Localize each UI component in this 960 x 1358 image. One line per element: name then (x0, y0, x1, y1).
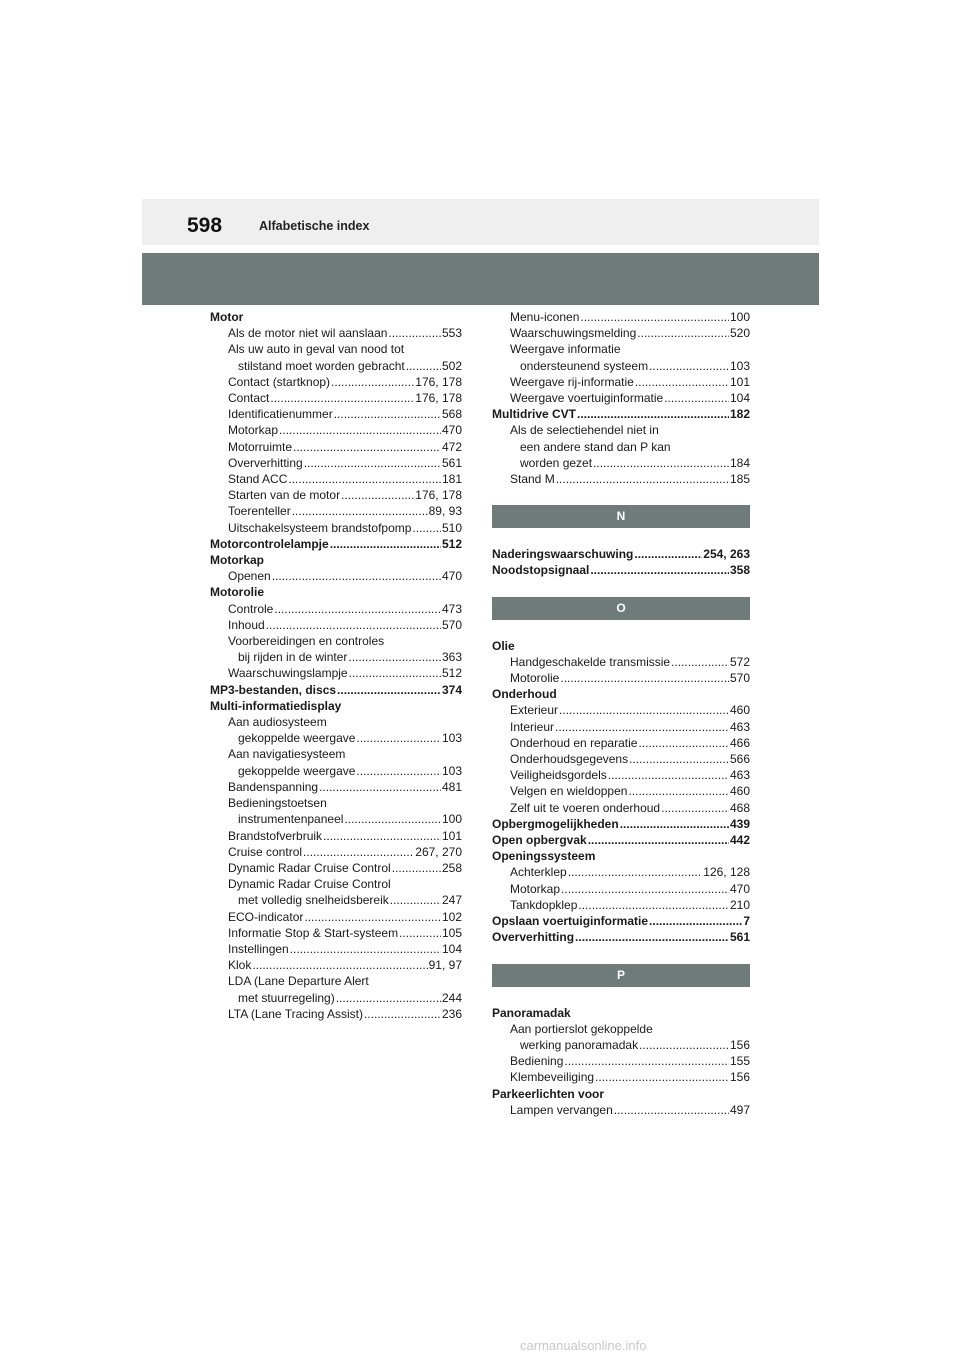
leader-dots (349, 665, 441, 681)
page-reference: 470 (441, 569, 462, 584)
index-term: een andere stand dan P kan (520, 439, 671, 454)
page-reference: 89, 93 (428, 504, 462, 519)
leader-dots (304, 455, 441, 471)
page-reference: 182 (729, 407, 750, 422)
index-subentry (492, 374, 750, 390)
index-subentry (492, 422, 750, 471)
index-term: Dynamic Radar Cruise Control (228, 877, 391, 892)
index-term: Onderhoudsgegevens (510, 752, 629, 767)
index-subentry (210, 471, 462, 487)
leader-dots (341, 487, 414, 503)
index-term: Dynamic Radar Cruise Control (228, 860, 391, 875)
index-term: bij rijden in de winter (238, 650, 348, 665)
index-subentry (210, 422, 462, 438)
index-subentry (492, 702, 750, 718)
leader-dots (388, 325, 441, 341)
leader-dots (575, 929, 729, 945)
page-reference: 185 (729, 472, 750, 487)
index-term: Oververhitting (228, 455, 303, 470)
leader-dots (331, 374, 414, 390)
header-band (142, 199, 819, 245)
page-reference: 267, 270 (415, 844, 462, 859)
index-term: gekoppelde weergave (238, 731, 356, 746)
page-reference: 512 (441, 666, 462, 681)
index-heading (210, 552, 462, 568)
leader-dots (399, 925, 441, 941)
index-heading (492, 832, 750, 848)
leader-dots (364, 1006, 441, 1022)
index-subentry (210, 746, 462, 778)
leader-dots (319, 779, 441, 795)
index-term: Onderhoud (492, 687, 557, 702)
leader-dots (272, 568, 441, 584)
page-reference: 126, 128 (703, 865, 750, 880)
index-subentry (210, 828, 462, 844)
page-reference: 104 (441, 941, 462, 956)
page-reference: 258 (441, 860, 462, 875)
page-reference: 512 (441, 536, 462, 551)
page-reference: 101 (441, 828, 462, 843)
leader-dots (290, 941, 441, 957)
page-reference: 155 (729, 1054, 750, 1069)
index-heading (210, 682, 462, 698)
index-heading (210, 584, 462, 600)
index-term: Exterieur (510, 703, 559, 718)
page-reference: 572 (729, 654, 750, 669)
index-term: Motorcontrolelampje (210, 536, 329, 551)
page-reference: 460 (729, 703, 750, 718)
page-reference: 460 (729, 784, 750, 799)
index-subentry (210, 665, 462, 681)
index-term: Bediening (510, 1054, 564, 1069)
page-reference: 470 (729, 881, 750, 896)
leader-dots (635, 374, 729, 390)
page-reference: 236 (441, 1006, 462, 1021)
leader-dots (390, 892, 441, 908)
page-reference: 463 (729, 768, 750, 783)
index-subentry (210, 455, 462, 471)
index-subentry (492, 1069, 750, 1085)
leader-dots (560, 670, 729, 686)
index-subentry (210, 779, 462, 795)
leader-dots (270, 390, 414, 406)
index-term: ondersteunend systeem (520, 358, 649, 373)
page-reference: 439 (729, 816, 750, 831)
index-subentry (492, 1053, 750, 1069)
page-reference: 520 (729, 326, 750, 341)
leader-dots (590, 562, 729, 578)
page-reference: 473 (441, 601, 462, 616)
page-reference: 102 (441, 909, 462, 924)
index-subentry (492, 864, 750, 880)
leader-dots (392, 860, 441, 876)
page-reference: 553 (441, 326, 462, 341)
index-term: ECO-indicator (228, 909, 304, 924)
letter-section-p: P (492, 964, 750, 987)
leader-dots (555, 719, 729, 735)
leader-dots (252, 957, 427, 973)
leader-dots (620, 816, 729, 832)
leader-dots (293, 439, 441, 455)
page-reference: 103 (441, 763, 462, 778)
index-subentry (210, 925, 462, 941)
page-reference: 463 (729, 719, 750, 734)
leader-dots (634, 546, 702, 562)
page-number: 598 (187, 214, 223, 237)
page-reference: 103 (729, 358, 750, 373)
page-reference: 472 (441, 439, 462, 454)
page-reference: 156 (729, 1037, 750, 1052)
section-title-bar (142, 253, 819, 305)
index-term: Handgeschakelde transmissie (510, 654, 671, 669)
index-subentry (492, 341, 750, 373)
index-term: Klembeveiliging (510, 1070, 595, 1085)
leader-dots (556, 471, 729, 487)
page-reference: 156 (729, 1070, 750, 1085)
index-subentry (492, 309, 750, 325)
index-subentry (210, 325, 462, 341)
index-heading (210, 698, 462, 714)
index-subentry (492, 800, 750, 816)
leader-dots (568, 864, 703, 880)
index-term: Openingssysteem (492, 849, 596, 864)
index-term: Voorbereidingen en controles (228, 634, 385, 649)
page-reference: 176, 178 (415, 374, 462, 389)
index-term: Opslaan voertuiginformatie (492, 914, 649, 929)
index-subentry (492, 654, 750, 670)
index-subentry (210, 633, 462, 665)
index-subentry (492, 783, 750, 799)
index-term: gekoppelde weergave (238, 763, 356, 778)
index-subentry (210, 503, 462, 519)
index-subentry (492, 881, 750, 897)
index-term: Weergave voertuiginformatie (510, 391, 664, 406)
index-term: Panoramadak (492, 1005, 571, 1020)
index-subentry (210, 909, 462, 925)
page-title: Alfabetische index (259, 219, 370, 233)
index-term: Starten van de motor (228, 488, 341, 503)
index-heading (492, 546, 750, 562)
index-subentry (210, 941, 462, 957)
index-subentry (210, 844, 462, 860)
index-term: Motorolie (510, 671, 560, 686)
leader-dots (348, 649, 441, 665)
index-term: Informatie Stop & Start-systeem (228, 925, 399, 940)
index-term: Onderhoud en reparatie (510, 735, 638, 750)
leader-dots (661, 800, 729, 816)
page-reference: 363 (441, 650, 462, 665)
page-reference: 7 (743, 914, 750, 929)
leader-dots (671, 654, 729, 670)
index-subentry (492, 751, 750, 767)
page-reference: 502 (441, 358, 462, 373)
letter-section-o: O (492, 597, 750, 620)
index-term: Controle (228, 601, 274, 616)
index-term: Parkeerlichten voor (492, 1086, 605, 1101)
index-heading (492, 686, 750, 702)
index-heading (492, 638, 750, 654)
index-term: Uitschakelsysteem brandstofpomp (228, 520, 412, 535)
leader-dots (336, 990, 441, 1006)
index-subentry (210, 390, 462, 406)
index-subentry (210, 860, 462, 876)
index-term: Lampen vervangen (510, 1102, 613, 1117)
leader-dots (559, 702, 729, 718)
leader-dots (274, 601, 441, 617)
leader-dots (279, 422, 441, 438)
index-term: Stand M (510, 472, 555, 487)
page-reference: 100 (441, 812, 462, 827)
index-term: Klok (228, 958, 252, 973)
index-term: werking panoramadak (520, 1037, 639, 1052)
index-subentry (210, 568, 462, 584)
index-term: Weergave informatie (510, 342, 621, 357)
index-term: Identificatienummer (228, 407, 333, 422)
leader-dots (639, 1037, 729, 1053)
leader-dots (578, 897, 729, 913)
index-subentry (492, 390, 750, 406)
index-column-left (210, 309, 462, 1022)
leader-dots (593, 455, 729, 471)
page-reference: 570 (441, 617, 462, 632)
watermark: carmanualsonline.info (520, 1338, 647, 1353)
index-term: Olie (492, 638, 515, 653)
index-term: Als uw auto in geval van nood tot (228, 342, 405, 357)
index-term: Naderingswaarschuwing (492, 547, 634, 562)
page-reference: 481 (441, 779, 462, 794)
index-term: LTA (Lane Tracing Assist) (228, 1006, 363, 1021)
index-subentry (210, 795, 462, 827)
index-heading (210, 536, 462, 552)
leader-dots (292, 503, 428, 519)
leader-dots (614, 1102, 729, 1118)
leader-dots (637, 325, 729, 341)
index-heading (492, 929, 750, 945)
page-reference: 210 (729, 897, 750, 912)
index-term: Menu-iconen (510, 310, 580, 324)
index-term: Bandenspanning (228, 779, 319, 794)
page-reference: 184 (729, 455, 750, 470)
page-reference: 570 (729, 671, 750, 686)
page-reference: 466 (729, 735, 750, 750)
leader-dots (638, 735, 729, 751)
page-reference: 561 (441, 455, 462, 470)
leader-dots (356, 763, 441, 779)
index-term: Tankdopklep (510, 897, 578, 912)
leader-dots (334, 406, 441, 422)
leader-dots (629, 751, 729, 767)
index-term: met volledig snelheidsbereik (238, 893, 389, 908)
index-subentry (210, 487, 462, 503)
page-reference: 104 (729, 391, 750, 406)
leader-dots (330, 536, 441, 552)
index-term: Openen (228, 569, 271, 584)
index-heading (492, 406, 750, 422)
index-subentry (492, 471, 750, 487)
page-reference: 470 (441, 423, 462, 438)
index-subentry (210, 876, 462, 908)
index-term: Veiligheidsgordels (510, 768, 607, 783)
index-term: stilstand moet worden gebracht (238, 358, 405, 373)
index-term: Multidrive CVT (492, 407, 577, 422)
leader-dots (608, 767, 729, 783)
index-subentry (492, 1102, 750, 1118)
leader-dots (564, 1053, 729, 1069)
page-reference: 468 (729, 800, 750, 815)
page-reference: 254, 263 (703, 547, 750, 562)
index-term: Motorkap (210, 553, 264, 568)
index-term: Brandstofverbruik (228, 828, 323, 843)
leader-dots (577, 406, 729, 422)
index-subentry (210, 341, 462, 373)
page-reference: 247 (441, 893, 462, 908)
leader-dots (649, 358, 729, 374)
index-term: Oververhitting (492, 930, 575, 945)
index-subentry (210, 957, 462, 973)
page-reference: 91, 97 (428, 958, 462, 973)
page-reference: 181 (441, 472, 462, 487)
leader-dots (323, 828, 441, 844)
index-column-right (492, 309, 750, 1118)
page-reference: 176, 178 (415, 391, 462, 406)
index-term: Stand ACC (228, 472, 288, 487)
index-term: Instellingen (228, 941, 289, 956)
index-heading (492, 913, 750, 929)
index-term: Open opbergvak (492, 833, 587, 848)
index-term: Waarschuwingslampje (228, 666, 348, 681)
index-heading (492, 816, 750, 832)
leader-dots (406, 358, 441, 374)
index-heading (492, 848, 750, 864)
page-reference: 510 (441, 520, 462, 535)
index-term: Toerenteller (228, 504, 291, 519)
index-term: Aan audiosysteem (228, 715, 327, 730)
index-term: Contact (startknop) (228, 374, 331, 389)
index-subentry (210, 520, 462, 536)
index-term: Inhoud (228, 617, 265, 632)
leader-dots (412, 520, 441, 536)
index-term: Interieur (510, 719, 555, 734)
leader-dots (266, 617, 441, 633)
leader-dots (337, 682, 441, 698)
index-term: Motorolie (210, 585, 264, 600)
page-reference: 101 (729, 374, 750, 389)
page-reference: 566 (729, 752, 750, 767)
leader-dots (288, 471, 441, 487)
index-term: Achterklep (510, 865, 567, 880)
leader-dots (356, 730, 441, 746)
index-term: worden gezet (520, 455, 593, 470)
index-subentry (492, 325, 750, 341)
leader-dots (580, 309, 729, 325)
leader-dots (664, 390, 729, 406)
index-term: instrumentenpaneel (238, 812, 344, 827)
index-subentry (492, 1021, 750, 1053)
leader-dots (303, 844, 414, 860)
index-term: Contact (228, 391, 270, 406)
index-term: Aan navigatiesysteem (228, 747, 346, 762)
index-heading (492, 1005, 750, 1021)
index-term: Aan portierslot gekoppelde (510, 1021, 653, 1036)
leader-dots (595, 1069, 729, 1085)
index-term: met stuurregeling) (238, 990, 335, 1005)
index-term: Motorkap (228, 423, 279, 438)
leader-dots (304, 909, 441, 925)
index-term: Velgen en wieldoppen (510, 784, 628, 799)
index-subentry (492, 719, 750, 735)
index-term: Bedieningstoetsen (228, 796, 327, 811)
index-term: LDA (Lane Departure Alert (228, 974, 369, 989)
index-heading (210, 309, 462, 325)
index-subentry (210, 374, 462, 390)
index-heading (492, 562, 750, 578)
index-subentry (492, 767, 750, 783)
index-subentry (492, 735, 750, 751)
index-term: Opbergmogelijkheden (492, 816, 619, 831)
page-reference: 358 (729, 563, 750, 578)
index-subentry (210, 714, 462, 746)
index-subentry (210, 601, 462, 617)
index-term: Noodstopsignaal (492, 563, 590, 578)
leader-dots (649, 913, 742, 929)
index-term: Motorruimte (228, 439, 293, 454)
leader-dots (588, 832, 729, 848)
page-reference: 103 (441, 731, 462, 746)
index-subentry (210, 617, 462, 633)
index-term: Weergave rij-informatie (510, 374, 634, 389)
leader-dots (628, 783, 729, 799)
index-subentry (210, 439, 462, 455)
leader-dots (561, 881, 729, 897)
index-subentry (210, 973, 462, 1005)
index-term: Zelf uit te voeren onderhoud (510, 800, 661, 815)
index-subentry (492, 670, 750, 686)
page-reference: 561 (729, 930, 750, 945)
page-reference: 105 (441, 925, 462, 940)
index-term: Cruise control (228, 844, 303, 859)
page-reference: 442 (729, 833, 750, 848)
page-reference: 374 (441, 682, 462, 697)
index-subentry (210, 406, 462, 422)
letter-section-n: N (492, 505, 750, 528)
index-term: Motorkap (510, 881, 561, 896)
index-subentry (210, 1006, 462, 1022)
index-term: Motor (210, 310, 244, 324)
index-subentry (492, 897, 750, 913)
index-term: Als de motor niet wil aanslaan (228, 326, 388, 341)
leader-dots (344, 811, 441, 827)
page-reference: 244 (441, 990, 462, 1005)
page-reference: 100 (729, 310, 750, 324)
page-reference: 568 (441, 407, 462, 422)
index-term: Waarschuwingsmelding (510, 326, 637, 341)
index-term: Als de selectiehendel niet in (510, 423, 659, 438)
index-heading (492, 1086, 750, 1102)
page-reference: 497 (729, 1102, 750, 1117)
page-reference: 176, 178 (415, 488, 462, 503)
index-term: MP3-bestanden, discs (210, 682, 337, 697)
index-term: Multi-informatiedisplay (210, 698, 342, 713)
